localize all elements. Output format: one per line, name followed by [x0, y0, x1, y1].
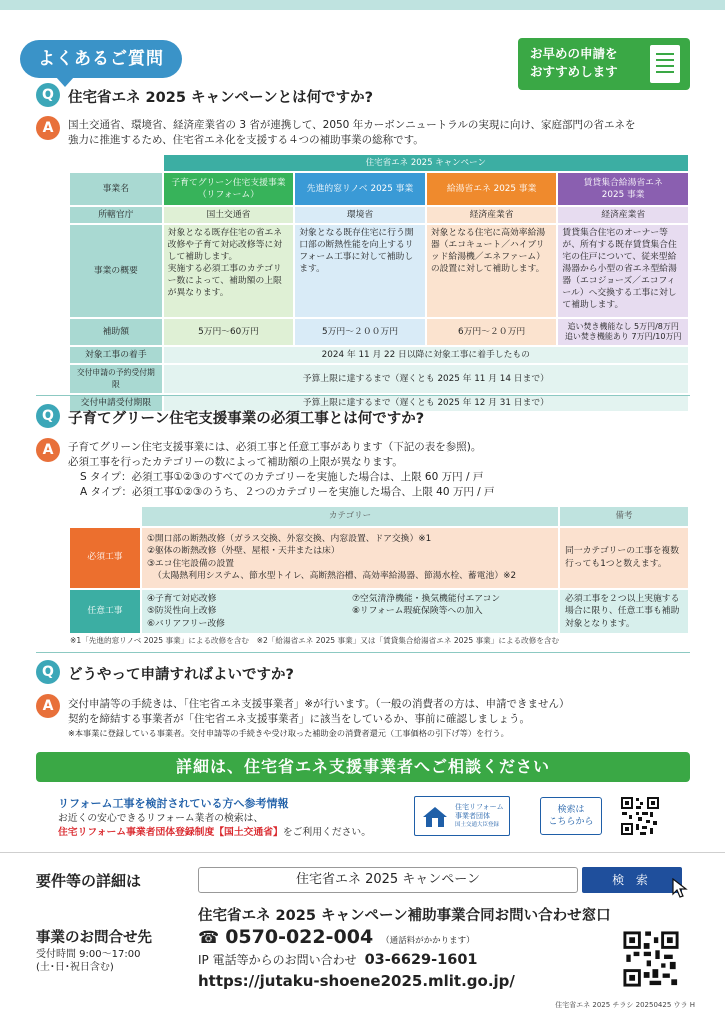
- q-badge: Q: [36, 660, 60, 684]
- reform-registry-link[interactable]: 住宅リフォーム事業者団体登録制度【国土交通省】: [58, 827, 283, 838]
- answer-3-line: 契約を締結する事業者が「住宅省エネ支援事業者」に該当をしているか、事前に確認しましょう。: [68, 713, 530, 725]
- reform-body: [58, 812, 371, 840]
- consult-banner: 詳細は、住宅省エネ支援事業者へご相談ください: [36, 752, 690, 782]
- reform-title: リフォーム工事を検討されている方へ参考情報: [58, 797, 289, 810]
- ip-phone-row: [198, 951, 478, 968]
- amount-cell: 6万円〜２０万円: [427, 319, 557, 345]
- answer-1: [68, 118, 693, 148]
- required-item: ①開口部の断熱改修（ガラス交換、外窓交換、内窓設置、ドア交換）※1: [147, 533, 432, 544]
- question-2: 子育てグリーン住宅支援事業の必須工事とは何ですか?: [68, 411, 425, 427]
- reservation-cell: 予算上限に達するまで（遅くとも 2025 年 11 月 14 日まで）: [164, 365, 688, 393]
- ministry-cell: 経済産業省: [427, 207, 557, 223]
- required-note: 同一カテゴリーの工事を複数行っても1つと数えます。: [560, 528, 688, 588]
- phone-note: （通話料がかかります）: [381, 936, 475, 946]
- reform-qr-code[interactable]: [620, 796, 660, 836]
- required-label: 必須工事: [70, 528, 140, 588]
- answer-2: [68, 440, 693, 500]
- answer-2-line: A タイプ：必須工事①②③のうち、２つのカテゴリーを実施した場合、上限 40 万円 / 戸: [80, 486, 495, 498]
- amount-cell: 追い焚き機能なし 5万円/8万円 追い焚き機能あり 7万円/10万円: [558, 319, 688, 345]
- house-logo-icon: [421, 805, 449, 829]
- required-item: ②躯体の断熱改修（外壁、屋根・天井または床）: [147, 546, 340, 556]
- contact-qr-code[interactable]: [622, 930, 680, 988]
- top-accent-bar: [0, 0, 725, 10]
- target-work-cell: 2024 年 11 月 22 日以降に対象工事に着手したもの: [164, 347, 688, 363]
- question-1: 住宅省エネ 2025 キャンペーンとは何ですか?: [68, 90, 374, 106]
- required-item: ③エコ住宅設備の設置: [147, 558, 235, 569]
- program-name: 給湯省エネ 2025 事業: [427, 173, 557, 205]
- answer-3-line: 交付申請等の手続きは、「住宅省エネ支援事業者」※が行います。（一般の消費者の方は、申請できません）: [68, 698, 570, 710]
- row-label-ministry: 所轄官庁: [70, 207, 162, 223]
- overview-cell: 賃貸集合住宅のオーナー等が、所有する既存賃貸集合住宅の住戸について、従来型給湯器から小型の省エネ型給湯器（エコジョーズ／エコフィール）へ交換する工事に対して補助します。: [558, 225, 688, 317]
- application-cell: 予算上限に達するまで（遅くとも 2025 年 12 月 31 日まで）: [164, 395, 688, 411]
- answer-2-line: S タイプ：必須工事①②③のすべてのカテゴリーを実施した場合は、上限 60 万円 / 戸: [80, 471, 484, 483]
- campaign-table: [68, 153, 690, 413]
- row-label-reservation: 交付申請の予約受付期限: [70, 365, 162, 393]
- row-label-overview: 事業の概要: [70, 225, 162, 317]
- overview-cell: 対象となる住宅に高効率給湯器（エコキュート／ハイブリッド給湯機／エネファーム）の設置に対して補助します。: [427, 225, 557, 317]
- divider: [36, 395, 690, 396]
- question-3: どうやって申請すればよいですか?: [68, 667, 294, 683]
- optional-label: 任意工事: [70, 590, 140, 634]
- required-item: （太陽熱利用システム、節水型トイレ、高断熱浴槽、高効率給湯器、節湯水栓、蓄電池）※2: [153, 571, 517, 581]
- footer-divider: [0, 852, 725, 853]
- answer-1-line: 強力に推進するため、住宅省エネ化を支援する４つの補助事業の総称です。: [68, 134, 424, 146]
- work-category-table: [68, 505, 690, 635]
- ministry-cell: 経済産業省: [558, 207, 688, 223]
- overview-cell: 対象となる既存住宅に行う開口部の断熱性能を向上するリフォーム工事に対して補助します。: [295, 225, 425, 317]
- ip-phone[interactable]: 03-6629-1601: [364, 952, 478, 968]
- table-footnote: ※1「先進的窓リノベ 2025 事業」による改修を含む ※2「給湯省エネ 2025 事業」又は「賃貸集合給湯省エネ 2025 事業」による改修を含む: [70, 636, 560, 645]
- answer-3-note: ※本事業に登録している事業者。交付申請等の手続きや受け取った補助金の消費者還元（工事価格の引下げ等）を行う。: [68, 728, 509, 738]
- campaign-header: 住宅省エネ 2025 キャンペーン: [164, 155, 688, 171]
- a-badge: A: [36, 438, 60, 462]
- early-line-2: おすすめします: [530, 64, 618, 79]
- contact-phone[interactable]: 0570-022-004: [225, 926, 374, 948]
- program-name: 子育てグリーン住宅支援事業 （リフォーム）: [164, 173, 294, 205]
- q-badge: Q: [36, 404, 60, 428]
- optional-note: 必須工事を２つ以上実施する場合に限り、任意工事も補助対象となります。: [560, 590, 688, 634]
- optional-item: ⑤防災性向上改修: [147, 606, 217, 616]
- ip-label: IP 電話等からのお問い合わせ: [198, 953, 357, 967]
- amount-cell: 5万円〜60万円: [164, 319, 294, 345]
- a-badge: A: [36, 694, 60, 718]
- category-header: カテゴリー: [142, 507, 558, 526]
- footer-code: 住宅省エネ 2025 チラシ 20250425 ウラ H: [555, 1001, 695, 1009]
- program-name: 先進的窓リノベ 2025 事業: [295, 173, 425, 205]
- row-label-target-work: 対象工事の着手: [70, 347, 162, 363]
- details-label: 要件等の詳細は: [36, 872, 142, 890]
- optional-item: ⑧リフォーム瑕疵保険等への加入: [352, 606, 483, 616]
- optional-item: ④子育て対応改修: [147, 593, 217, 604]
- early-application-banner: [518, 38, 690, 90]
- campaign-search-field[interactable]: 住宅省エネ 2025 キャンペーン: [198, 867, 578, 893]
- a-badge: A: [36, 116, 60, 140]
- contact-label: 事業のお問合せ先: [36, 930, 152, 946]
- optional-item: ⑦空気清浄機能・換気機能付エアコン: [352, 593, 501, 604]
- early-line-1: お早めの申請を: [530, 46, 618, 61]
- program-name: 賃貸集合給湯省エネ 2025 事業: [558, 173, 688, 205]
- row-label-amount: 補助額: [70, 319, 162, 345]
- campaign-url[interactable]: https://jutaku-shoene2025.mlit.go.jp/: [198, 972, 515, 990]
- contact-hours: 受付時間 9:00〜17:00 (土･日･祝日含む): [36, 949, 141, 973]
- telephone-icon: ☎: [198, 928, 220, 948]
- search-button[interactable]: 検 索: [582, 867, 682, 893]
- cursor-icon: [672, 878, 690, 898]
- optional-items: [142, 590, 558, 634]
- answer-3: [68, 697, 693, 739]
- reform-registry-logo: 住宅リフォーム 事業者団体 国土交通大臣登録: [414, 796, 510, 836]
- amount-cell: 5万円〜２００万円: [295, 319, 425, 345]
- ministry-cell: 国土交通省: [164, 207, 294, 223]
- note-header: 備考: [560, 507, 688, 526]
- row-label-name: 事業名: [70, 173, 162, 205]
- document-icon: [650, 45, 680, 83]
- reform-line: お近くの安心できるリフォーム業者の検索は、: [58, 813, 264, 824]
- required-items: [142, 528, 558, 588]
- answer-2-line: 子育てグリーン住宅支援事業には、必須工事と任意工事があります（下記の表を参照)。: [68, 441, 482, 453]
- search-here-button[interactable]: 検索は こちらから: [540, 797, 602, 835]
- faq-tag: よくあるご質問: [20, 40, 182, 78]
- overview-cell: 対象となる既存住宅の省エネ改修や子育て対応改修等に対して補助します。 実施する必須工事のカテゴリー数によって、補助額の上限が異なります。: [164, 225, 294, 317]
- divider: [36, 652, 690, 653]
- reform-line: をご利用ください。: [282, 827, 372, 838]
- q-badge: Q: [36, 83, 60, 107]
- optional-item: ⑥バリアフリー改修: [147, 618, 225, 629]
- contact-phone-row: [198, 926, 475, 948]
- ministry-cell: 環境省: [295, 207, 425, 223]
- contact-center-name: 住宅省エネ 2025 キャンペーン補助事業合同お問い合わせ窓口: [198, 908, 611, 924]
- answer-1-line: 国土交通省、環境省、経済産業省の 3 省が連携して、2050 年カーボンニュートラルの実現に向け、家庭部門の省エネを: [68, 119, 636, 131]
- answer-2-line: 必須工事を行ったカテゴリーの数によって補助額の上限が異なります。: [68, 456, 403, 468]
- row-label-application: 交付申請受付期限: [70, 395, 162, 411]
